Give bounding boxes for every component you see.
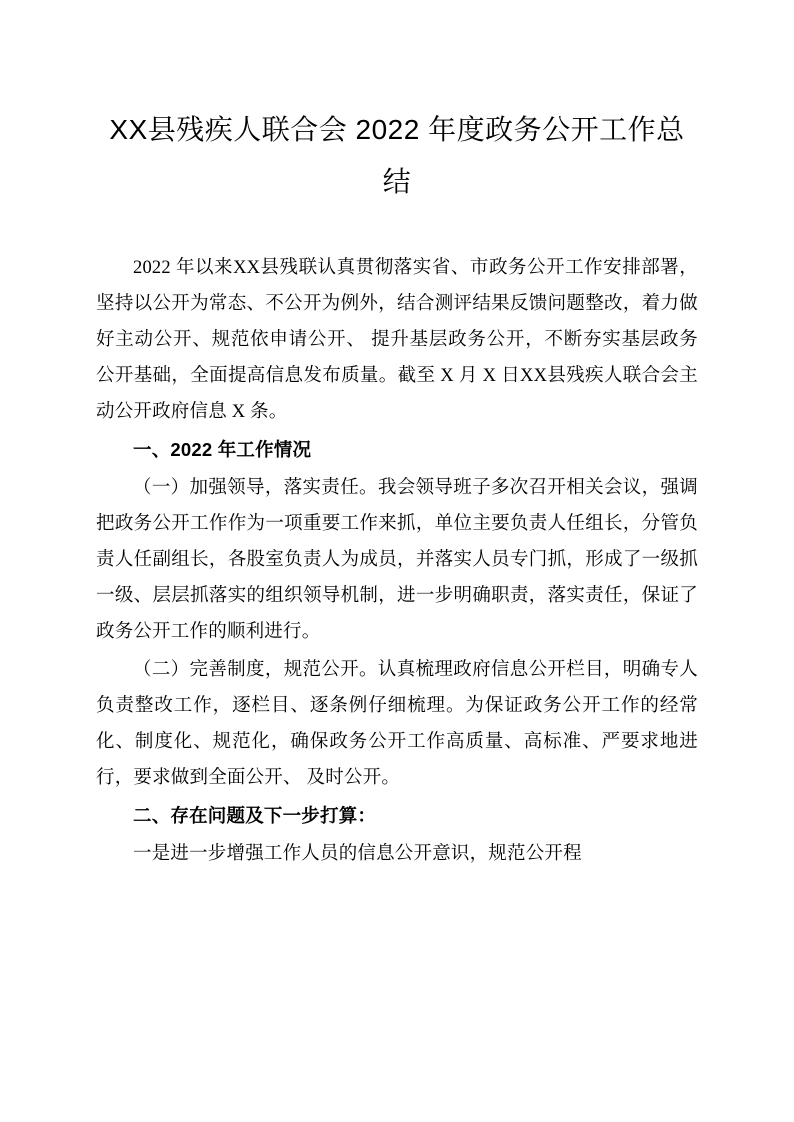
section-heading-work-status: 一、2022 年工作情况 <box>133 439 312 460</box>
paragraph-leadership: （一）加强领导，落实责任。我会领导班子多次召开相关会议，强调把政务公开工作作为一项重要工作来抓，单位主要负责人任组长，分管负责人任副组长，各股室负责人为成员，并落实人员专门抓，形成了一级抓一级、层层抓落实的组织领导机制，进一步明确职责，落实责任，保证了政务公开工作的顺利进行。 <box>96 478 698 642</box>
paragraph-next-steps: 一是进一步增强工作人员的信息公开意识，规范公开程 <box>133 844 582 864</box>
page-title: XX县残疾人联合会 2022 年度政务公开工作总结 <box>109 114 685 197</box>
paragraph-intro: 2022 年以来XX县残联认真贯彻落实省、市政务公开工作安排部署，坚持以公开为常态、不公开为例外，结合测评结果反馈问题整改，着力做好主动公开、规范依申请公开、 提升基层政务公开，不断夯实基层政务公开基础，全面提高信息发布质量。截至 X 月 X 日XX县残疾人联合会主动公开政府信息 X 条。 <box>96 258 698 422</box>
title-spacer <box>96 208 698 250</box>
section-heading-problems: 二、存在问题及下一步打算： <box>133 805 377 826</box>
paragraph-system: （二）完善制度，规范公开。认真梳理政府信息公开栏目，明确专人负责整改工作，逐栏目、逐条例仔细梳理。为保证政务公开工作的经常化、制度化、规范化，确保政务公开工作高质量、高标准、严要求地进行，要求做到全面公开、 及时公开。 <box>96 660 698 788</box>
